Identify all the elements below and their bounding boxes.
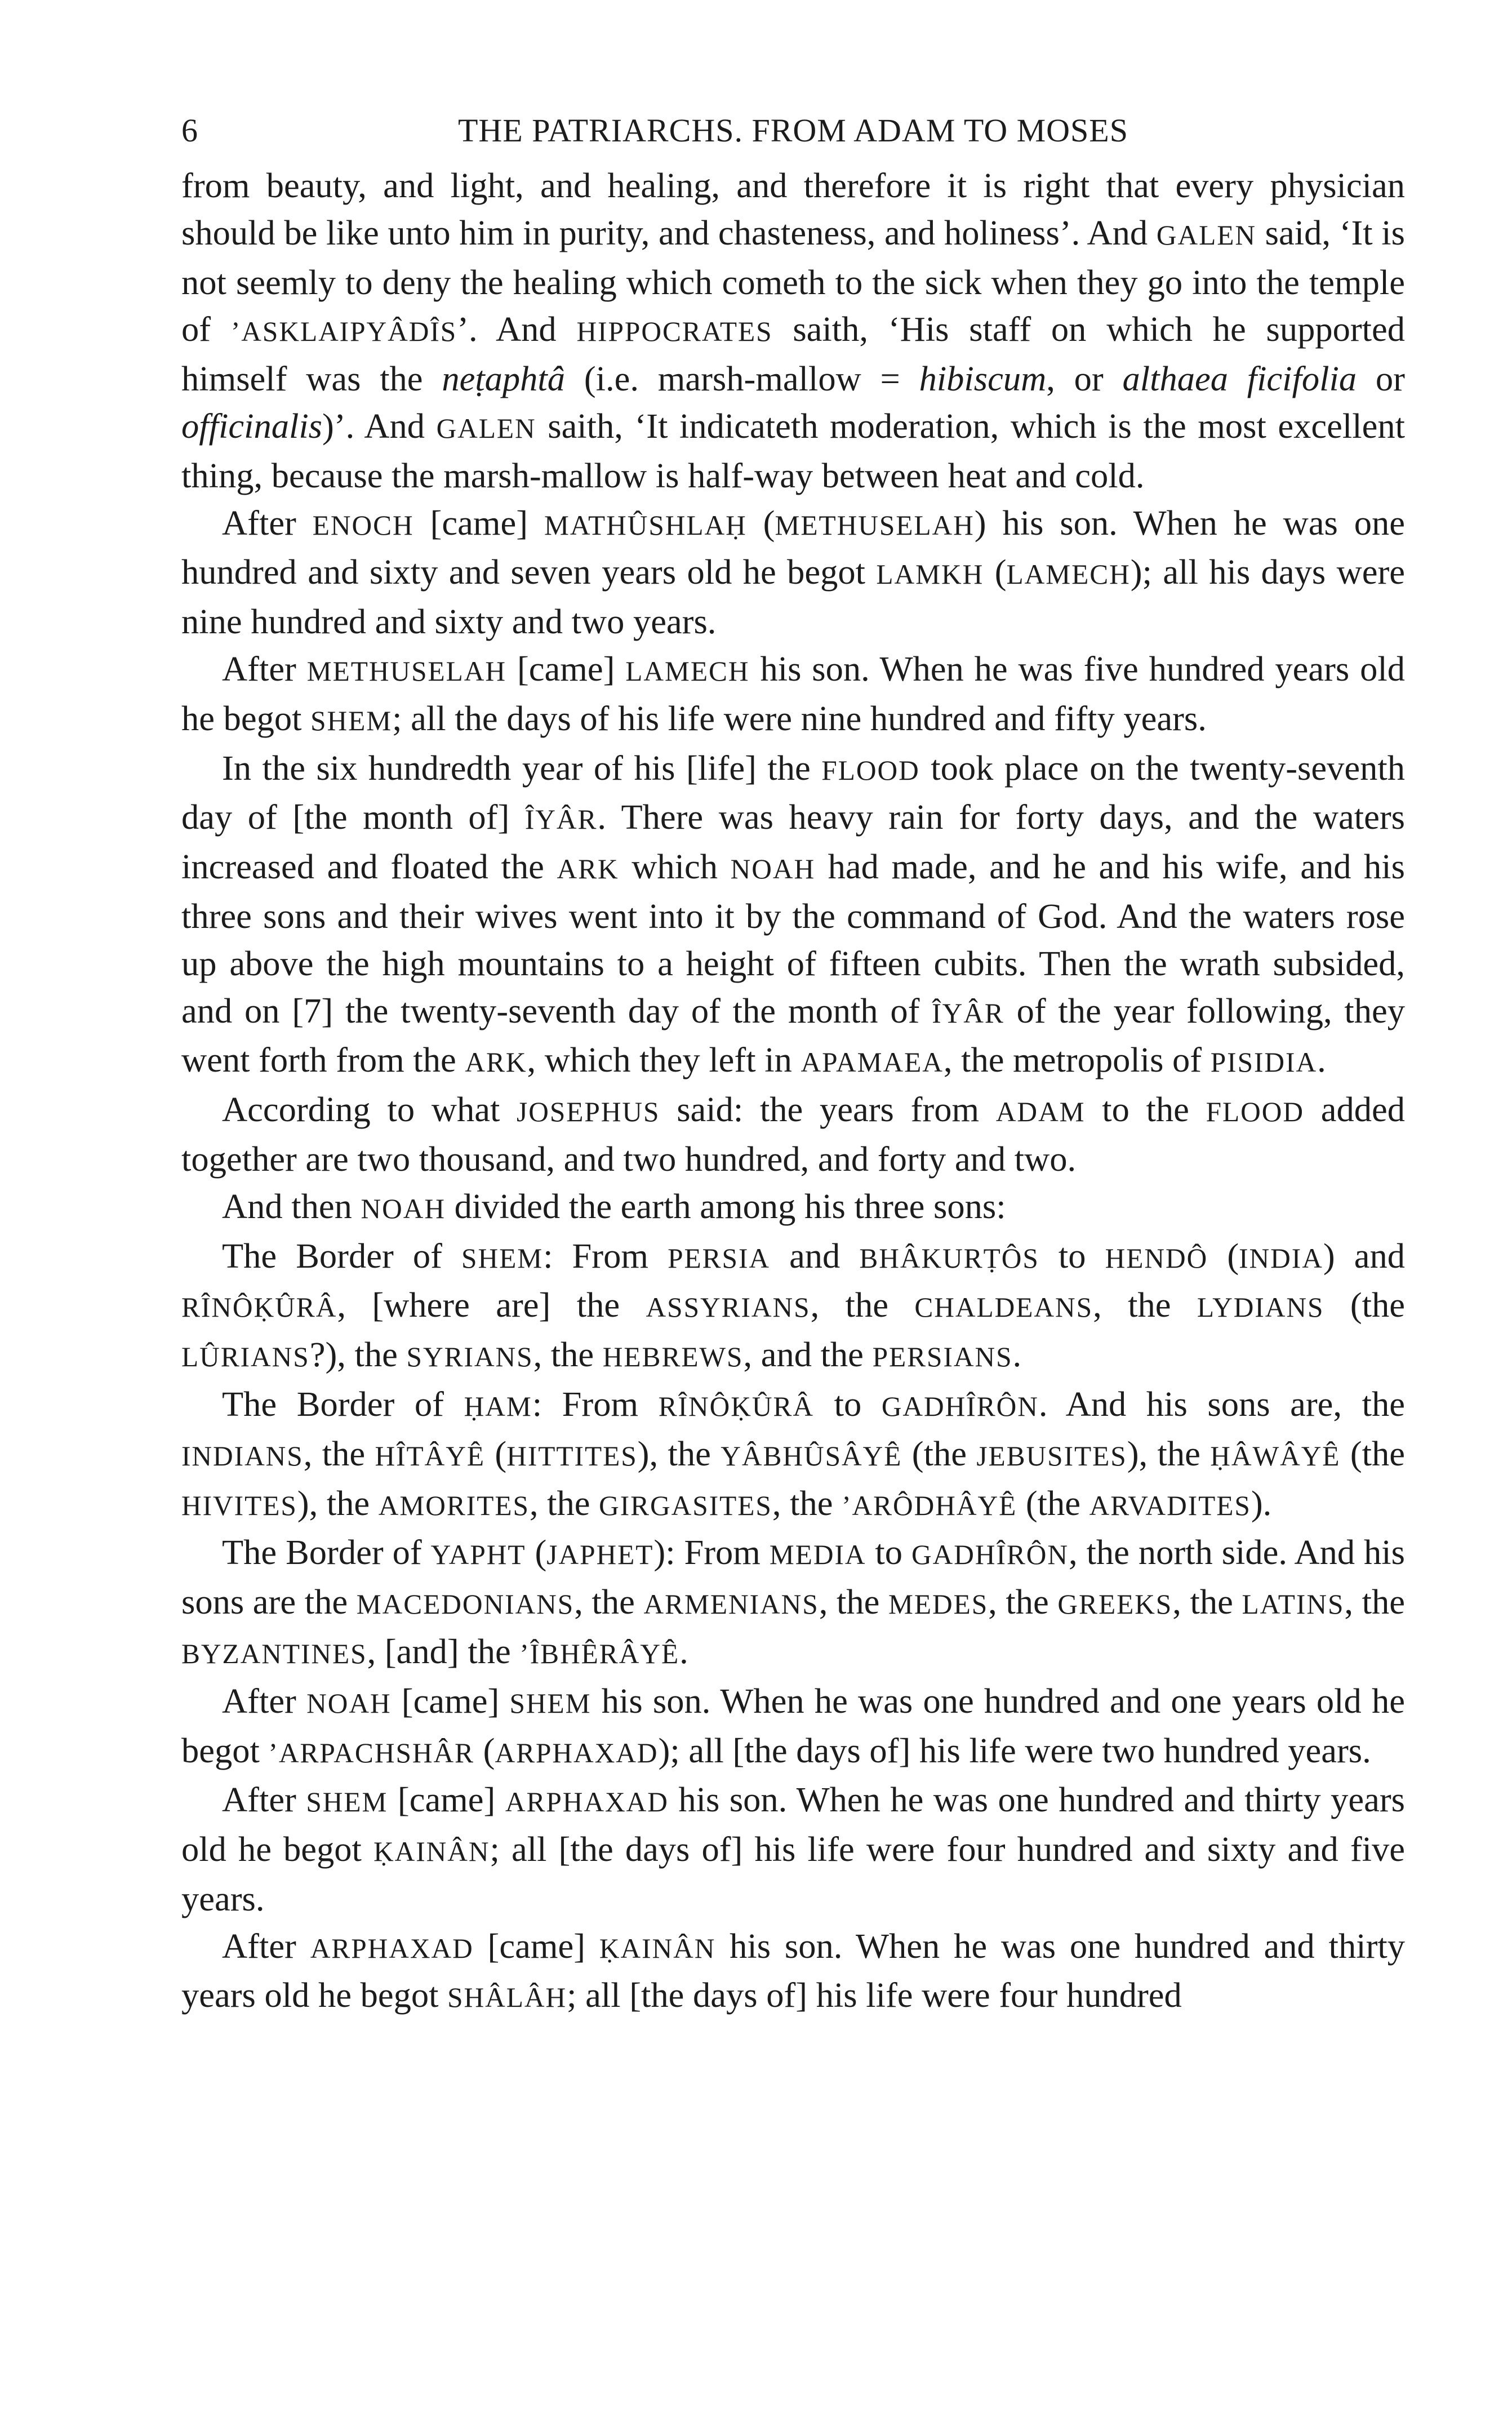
small-caps-name: ḲAINÂN	[599, 1932, 716, 1964]
text-run: or	[1357, 359, 1405, 399]
small-caps-name: APAMAEA	[801, 1047, 944, 1078]
text-run: , the	[819, 1582, 888, 1622]
small-caps-name: GADHÎRÔN	[911, 1539, 1069, 1571]
text-run: [came]	[391, 1681, 510, 1721]
small-caps-name: ḤAM	[464, 1390, 532, 1422]
text-run: from beauty, and light, and healing, and therefore it is right that every physician should be like unto him in purity, and chasteness, and holiness’. And	[181, 166, 1405, 252]
text-run: (	[746, 503, 775, 543]
text-run: to the	[1085, 1090, 1206, 1130]
text-run: . And his sons are, the	[1038, 1384, 1405, 1424]
paragraph	[181, 646, 1405, 745]
text-run: said: the years from	[660, 1090, 996, 1130]
small-caps-name: ARMENIANS	[643, 1589, 819, 1620]
small-caps-name: NOAH	[730, 854, 816, 885]
small-caps-name: FLOOD	[821, 754, 920, 786]
text-run: said, ‘It is not seemly to deny the healing which cometh to the sick when they go into the temple of	[181, 212, 1405, 349]
text-run: (i.e. marsh-mallow =	[565, 359, 919, 399]
text-run: ; all [the days of] his life were four hundred	[567, 1975, 1182, 2015]
small-caps-name: HEBREWS	[602, 1341, 744, 1373]
small-caps-name: LYDIANS	[1197, 1292, 1324, 1323]
text-run: , the metropolis of	[943, 1040, 1211, 1080]
small-caps-name: SYRIANS	[406, 1341, 533, 1373]
small-caps-name: JEBUSITES	[976, 1440, 1127, 1472]
text-run: which	[619, 847, 731, 887]
text-run: ’. And	[457, 309, 577, 349]
text-run: and	[770, 1236, 860, 1276]
text-run: After	[222, 1681, 307, 1721]
small-caps-name: ’ASKLAIPYÂDÎS	[230, 316, 457, 348]
text-run: ), the	[297, 1483, 379, 1523]
text-run: .	[1317, 1040, 1326, 1080]
text-run: his son. When he was one hundred and one years old he begot	[181, 1681, 1405, 1770]
text-run: After	[222, 503, 313, 543]
text-run: , or	[1046, 359, 1123, 399]
small-caps-name: HIPPOCRATES	[576, 316, 773, 348]
text-run: : From	[532, 1384, 659, 1424]
small-caps-name: YÂBHÛSÂYÊ	[721, 1440, 902, 1472]
small-caps-name: SHEM	[310, 705, 393, 736]
small-caps-name: CHALDEANS	[914, 1292, 1093, 1323]
paragraph	[181, 1183, 1405, 1233]
text-run: (the	[902, 1433, 977, 1473]
running-title: THE PATRIARCHS. FROM ADAM TO MOSES	[457, 112, 1128, 149]
paragraph	[181, 1923, 1405, 2022]
paragraph	[181, 745, 1405, 1087]
text-run: The Border of	[222, 1532, 431, 1572]
text-run: , the	[772, 1483, 842, 1523]
small-caps-name: SHEM	[509, 1687, 592, 1719]
small-caps-name: METHUSELAH	[775, 509, 975, 541]
text-run: (the	[1324, 1285, 1405, 1325]
text-run: (the	[1340, 1433, 1405, 1473]
text-run: ), the	[1127, 1433, 1211, 1473]
paragraph	[181, 1381, 1405, 1529]
text-run: : From	[543, 1236, 668, 1276]
text-run: The Border of	[222, 1384, 464, 1424]
text-run: had made, and he and his wife, and his three sons and their wives went into it by the command of God. And the waters rose up above the high mountains to a height of fifteen cubits. Then the wrath subsided, and on [7] the twenty-seventh day of the month of	[181, 847, 1405, 1030]
small-caps-name: MEDES	[888, 1589, 989, 1620]
small-caps-name: ARK	[557, 854, 619, 885]
small-caps-name: ARPHAXAD	[505, 1787, 669, 1818]
small-caps-name: INDIANS	[181, 1440, 304, 1472]
text-run: added together are two thousand, and two hundred, and forty and two.	[181, 1090, 1405, 1179]
paragraph	[181, 162, 1405, 500]
small-caps-name: RÎNÔḲÛRÂ	[658, 1390, 814, 1422]
text-run: his son. When he was five hundred years old he begot	[181, 648, 1405, 738]
small-caps-name: ENOCH	[312, 509, 414, 541]
text-run: After	[222, 648, 307, 688]
italic-term: officinalis	[181, 406, 322, 446]
text-run: ); all [the days of] his life were two hundred years.	[658, 1730, 1371, 1770]
text-run: [came]	[388, 1780, 505, 1820]
text-run: In the six hundredth year of his [life] the	[222, 748, 822, 788]
running-head	[181, 108, 1405, 153]
text-run: of the year following, they went forth from the	[181, 990, 1405, 1080]
text-run: ): From	[653, 1532, 770, 1572]
text-run: )’. And	[322, 406, 437, 446]
small-caps-name: AMORITES	[378, 1490, 530, 1521]
text-run: ); all his days were nine hundred and sixty and two years.	[181, 552, 1406, 642]
small-caps-name: GALEN	[436, 412, 536, 444]
text-run: , the	[988, 1582, 1058, 1622]
page-number: 6	[181, 112, 198, 149]
small-caps-name: GADHÎRÔN	[881, 1390, 1039, 1422]
small-caps-name: ’ARÔDHÂYÊ	[842, 1490, 1017, 1521]
small-caps-name: ARVADITES	[1089, 1490, 1251, 1521]
text-run: , the	[529, 1483, 599, 1523]
text-run: his son. When he was one hundred and thirty years old he begot	[181, 1926, 1405, 2015]
small-caps-name: HITTITES	[506, 1440, 638, 1472]
small-caps-name: GALEN	[1156, 219, 1256, 251]
small-caps-name: HIVITES	[181, 1490, 297, 1521]
small-caps-name: RÎNÔḲÛRÂ	[181, 1292, 337, 1323]
text-run: (	[485, 1433, 507, 1473]
small-caps-name: MATHÛSHLAḤ	[544, 509, 747, 541]
text-run: his son. When he was one hundred and thirty years old he begot	[181, 1780, 1405, 1869]
small-caps-name: PERSIANS	[872, 1341, 1013, 1373]
text-run: . There was heavy rain for forty days, and the waters increased and floated the	[181, 797, 1405, 887]
text-run: After	[222, 1926, 310, 1966]
text-run: According to what	[222, 1090, 517, 1130]
paragraph	[181, 1086, 1405, 1183]
small-caps-name: LAMECH	[1006, 559, 1131, 590]
small-caps-name: BHÂKURṬÔS	[859, 1242, 1039, 1274]
text-run: , the	[574, 1582, 644, 1622]
paragraph	[181, 1776, 1405, 1922]
small-caps-name: ḤÂWÂYÊ	[1210, 1440, 1341, 1472]
small-caps-name: HENDÔ	[1105, 1242, 1208, 1274]
text-run: [came]	[413, 503, 544, 543]
small-caps-name: SHÂLÂH	[447, 1982, 567, 2014]
small-caps-name: INDIA	[1239, 1242, 1323, 1274]
small-caps-name: ASSYRIANS	[646, 1292, 811, 1323]
text-run: , the	[1093, 1285, 1197, 1325]
text-run: , which they left in	[527, 1040, 801, 1080]
small-caps-name: FLOOD	[1206, 1096, 1305, 1128]
small-caps-name: HÎTÂYÊ	[375, 1440, 486, 1472]
text-run: saith, ‘It indicateth moderation, which is the most excellent thing, because the marsh-mallow is half-way between heat and cold.	[181, 406, 1405, 495]
text-run: ?), the	[309, 1335, 407, 1375]
text-run: [came]	[506, 648, 626, 688]
text-run: , and the	[743, 1335, 873, 1375]
small-caps-name: GIRGASITES	[599, 1490, 772, 1521]
small-caps-name: ’ÎBHÊRÂYÊ	[519, 1638, 680, 1669]
small-caps-name: ÎYÂR	[932, 997, 1004, 1029]
small-caps-name: NOAH	[361, 1193, 446, 1224]
text-run: , the	[303, 1433, 375, 1473]
text-run: .	[1012, 1335, 1022, 1375]
small-caps-name: ÎYÂR	[524, 804, 598, 836]
small-caps-name: PERSIA	[668, 1242, 770, 1274]
text-run: The Border of	[222, 1236, 462, 1276]
small-caps-name: GREEKS	[1057, 1589, 1173, 1620]
text-run: ).	[1251, 1483, 1272, 1523]
text-run: took place on the twenty-seventh day of [the month of]	[181, 748, 1405, 837]
small-caps-name: LAMKH	[876, 559, 984, 590]
paragraph	[181, 500, 1405, 646]
text-run: (	[526, 1532, 547, 1572]
small-caps-name: ADAM	[995, 1096, 1086, 1128]
paragraph	[181, 1678, 1405, 1777]
small-caps-name: BYZANTINES	[181, 1638, 367, 1669]
small-caps-name: ARPHAXAD	[495, 1737, 659, 1769]
italic-term: althaea ficifolia	[1122, 359, 1357, 399]
text-run: , the north side. And his sons are the	[181, 1532, 1405, 1622]
small-caps-name: LAMECH	[625, 655, 750, 687]
italic-term: neṭaphtâ	[442, 359, 566, 399]
text-run: .	[679, 1631, 688, 1671]
small-caps-name: ḲAINÂN	[373, 1836, 490, 1868]
small-caps-name: MEDIA	[769, 1539, 866, 1571]
text-run: (	[984, 552, 1007, 592]
text-run: ; all [the days of] his life were four hundred and sixty and five years.	[181, 1829, 1405, 1918]
italic-term: hibiscum	[919, 359, 1047, 399]
text-run: After	[222, 1780, 306, 1820]
small-caps-name: JAPHET	[546, 1539, 654, 1571]
text-run: , the	[533, 1335, 603, 1375]
text-run: , the	[810, 1285, 915, 1325]
text-run: , the	[1344, 1582, 1406, 1622]
small-caps-name: ARK	[465, 1047, 527, 1078]
text-run: to	[866, 1532, 911, 1572]
small-caps-name: LATINS	[1242, 1589, 1345, 1620]
small-caps-name: NOAH	[306, 1687, 392, 1719]
text-run: ; all the days of his life were nine hundred and fifty years.	[392, 698, 1207, 738]
paragraph	[181, 1529, 1405, 1677]
small-caps-name: METHUSELAH	[306, 655, 507, 687]
text-run: (	[474, 1730, 495, 1770]
small-caps-name: JOSEPHUS	[517, 1096, 660, 1128]
text-run: ) his son. When he was one hundred and sixty and seven years old he begot	[181, 503, 1405, 592]
small-caps-name: SHEM	[306, 1787, 388, 1818]
body-text	[181, 162, 1405, 2021]
small-caps-name: PISIDIA	[1210, 1047, 1318, 1078]
text-run: to	[1039, 1236, 1105, 1276]
text-run: ), the	[637, 1433, 721, 1473]
small-caps-name: ’ARPACHSHÂR	[268, 1737, 475, 1769]
text-run: , [and] the	[367, 1631, 520, 1671]
text-run: [came]	[473, 1926, 599, 1966]
text-run: to	[814, 1384, 882, 1424]
text-run: divided the earth among his three sons:	[445, 1186, 1006, 1226]
text-run: , [where are] the	[337, 1285, 646, 1325]
text-run: saith, ‘His staff on which he supported himself was the	[181, 309, 1406, 399]
text-run: ) and	[1323, 1236, 1405, 1276]
text-run: , the	[1172, 1582, 1242, 1622]
paragraph	[181, 1233, 1405, 1381]
text-run: And then	[222, 1186, 361, 1226]
small-caps-name: YAPHT	[430, 1539, 526, 1571]
text-run: (the	[1017, 1483, 1089, 1523]
text-run: (	[1208, 1236, 1239, 1276]
small-caps-name: ARPHAXAD	[310, 1932, 474, 1964]
small-caps-name: LÛRIANS	[181, 1341, 310, 1373]
small-caps-name: SHEM	[461, 1242, 544, 1274]
small-caps-name: MACEDONIANS	[356, 1589, 575, 1620]
